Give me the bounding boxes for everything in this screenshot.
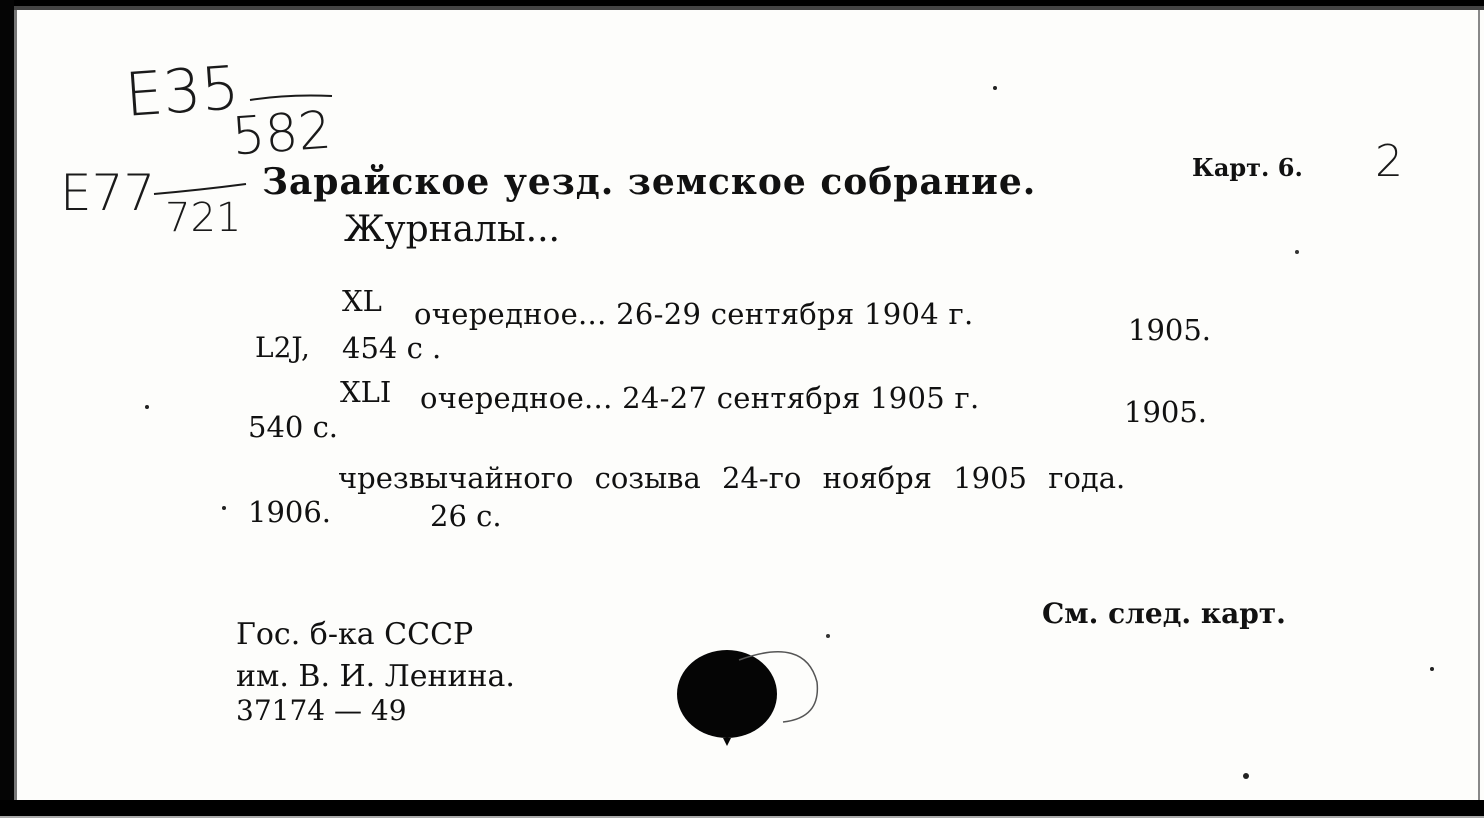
see-next-card: См. след. карт. [1042,597,1286,630]
entry-1-text: очередное... 26-29 сентября 1904 г. [414,297,974,331]
entry-3-text: чрезвычайного созыва 24-го ноября 1905 года. [338,461,1126,495]
entry-2-text: очередное... 24-27 сентября 1905 г. [420,381,980,415]
card-label: Карт. 6. [1192,153,1303,182]
entry-2-prefix: XLI [340,375,392,409]
entry-1-year: 1905. [1128,313,1212,347]
entry-2-pages: 540 с. [248,410,339,444]
library-line-1: Гос. б-ка СССР [236,617,474,652]
entry-3-pages: 26 с. [430,499,502,533]
library-line-3: 37174 — 49 [236,694,407,727]
heading-line-2: Журналы... [344,209,560,250]
entry-1-pages: 454 с . [342,331,442,365]
library-line-2: им. В. И. Ленина. [236,659,515,694]
entry-3-year: 1906. [248,495,332,529]
handwritten-code-top-sub: 582 [230,100,334,168]
handwritten-code-top-main: E35 [122,53,242,131]
handwritten-code-left: E77 [60,164,156,222]
heading-line-1: Зарайское уезд. земское собрание. [262,161,1037,203]
entry-1-pages-prefix: L2J, [255,331,310,364]
entry-2-year: 1905. [1124,395,1208,429]
handwritten-code-left-sub: 721 [165,195,242,241]
entry-1-prefix: XL [342,284,382,318]
handwritten-card-number: 2 [1375,136,1403,187]
